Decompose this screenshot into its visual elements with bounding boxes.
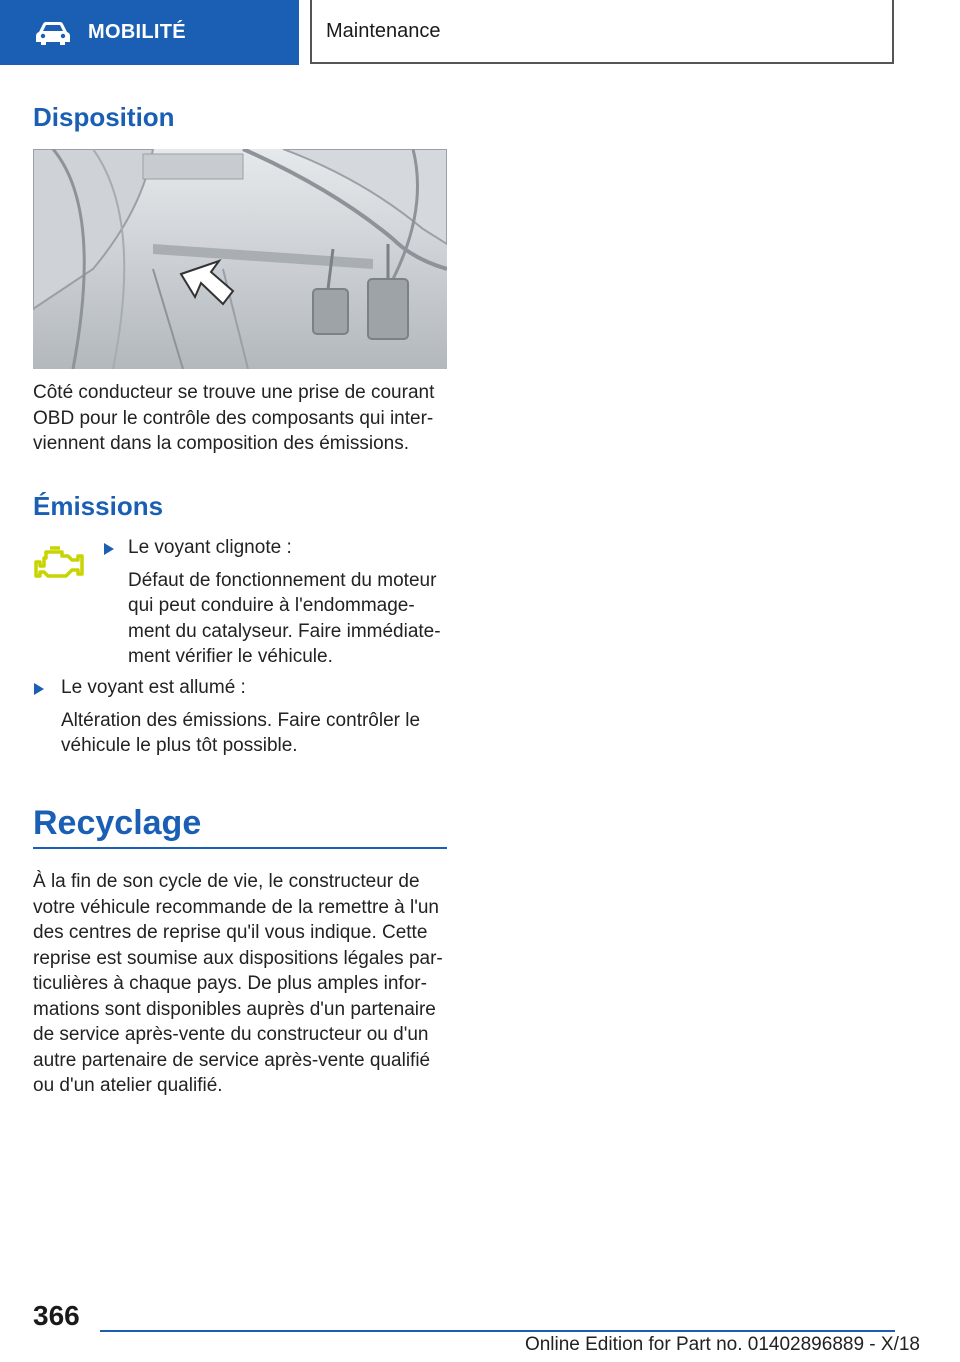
text-line: ou d'un atelier qualifié. <box>33 1075 223 1096</box>
text-line: Côté conducteur se trouve une prise de courant <box>33 382 435 403</box>
footer-rule <box>100 1330 895 1332</box>
text-line: ticulières à chaque pays. De plus amples infor- <box>33 973 427 994</box>
text-line: de service après-vente du constructeur ou d'un <box>33 1024 429 1045</box>
item-desc <box>61 708 420 759</box>
text-line: OBD pour le contrôle des composants qui inter- <box>33 407 434 429</box>
heading-rule <box>33 847 447 849</box>
section-title: Maintenance <box>326 19 441 42</box>
text-line: reprise est soumise aux dispositions légales par- <box>33 947 443 969</box>
text-line: Altération des émissions. Faire contrôler le <box>61 709 421 731</box>
heading-emissions: Émissions <box>33 491 164 521</box>
chapter-label: MOBILITÉ <box>88 21 186 43</box>
item-title: Le voyant est allumé : <box>61 677 246 698</box>
text-line: viennent dans la composition des émissions. <box>33 433 409 454</box>
heading-disposition: Disposition <box>33 102 175 132</box>
heading-recyclage: Recyclage <box>33 804 202 842</box>
text-line: autre partenaire de service après-vente qualifié <box>33 1049 431 1071</box>
obd-location-photo <box>33 149 447 369</box>
disposition-paragraph <box>33 380 447 457</box>
page-number: 366 <box>33 1300 80 1331</box>
section-header <box>310 0 894 64</box>
chapter-tab[interactable] <box>0 0 299 65</box>
car-icon <box>34 20 72 46</box>
recyclage-paragraph <box>33 869 447 1099</box>
edition-note: Online Edition for Part no. 01402896889 - X/18 <box>524 1334 920 1355</box>
bullet-triangle-icon <box>34 683 44 695</box>
engine-warning-icon <box>34 546 86 582</box>
text-line: À la fin de son cycle de vie, le constructeur de <box>33 871 420 892</box>
list-item <box>128 535 441 670</box>
list-item <box>61 675 420 759</box>
item-desc <box>128 568 441 670</box>
item-title: Le voyant clignote : <box>128 537 292 558</box>
text-line: Défaut de fonctionnement du moteur <box>128 569 437 591</box>
text-line: mations sont disponibles auprès d'un partenaire <box>33 998 436 1020</box>
text-line: ment du catalyseur. Faire immédiate- <box>128 620 441 642</box>
text-line: des centres de reprise qu'il vous indique. Cette <box>33 922 428 943</box>
text-line: qui peut conduire à l'endommage- <box>128 595 415 616</box>
text-line: véhicule le plus tôt possible. <box>61 735 298 756</box>
bullet-triangle-icon <box>104 543 114 555</box>
obd-illustration <box>33 149 447 369</box>
text-line: ment vérifier le véhicule. <box>128 646 333 667</box>
text-line: votre véhicule recommande de la remettre à l'un <box>33 896 439 918</box>
